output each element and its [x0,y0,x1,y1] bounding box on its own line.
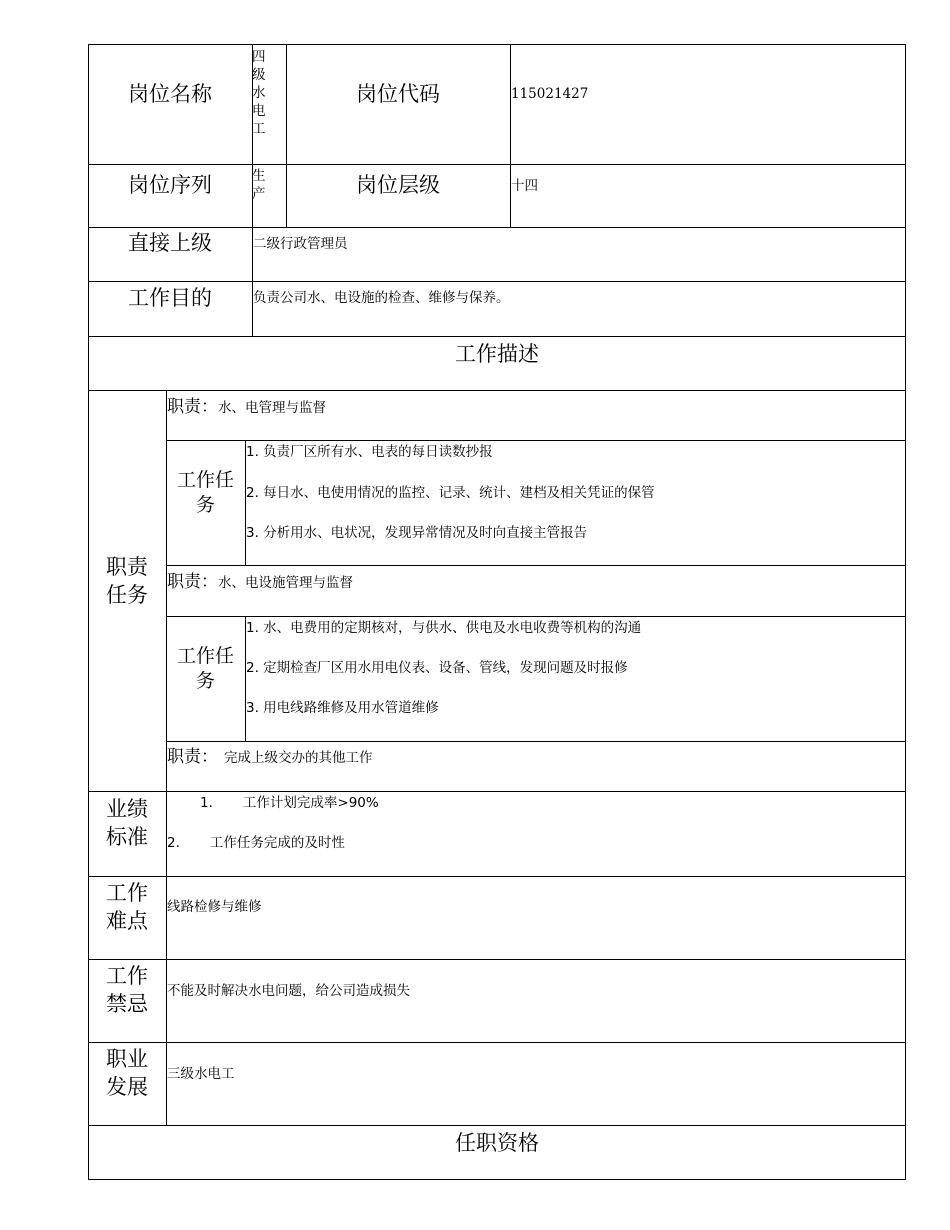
form-border [88,44,906,1180]
task-label [166,468,245,518]
task-item: 2. 定期检查厂区用水用电仪表、设备、管线，发现问题及时报修 [246,660,628,676]
row-divider [88,390,906,391]
task-item: 1. 负责厂区所有水、电表的每日读数抄报 [246,444,493,460]
section-title-work-description: 工作描述 [455,342,539,366]
duty-name: 水、电设施管理与监督 [218,575,353,591]
row-divider [88,876,906,877]
row-divider [166,440,906,441]
task-label-text: 工作任务 [176,469,234,516]
supervisor-value: 二级行政管理员 [253,236,348,252]
purpose-value: 负责公司水、电设施的检查、维修与保养。 [253,290,510,306]
sequence-label: 岗位序列 [128,173,212,197]
performance-label [88,795,166,851]
task-item: 3. 用电线路维修及用水管道维修 [246,700,439,716]
position-name-label: 岗位名称 [128,82,212,106]
row-divider [166,741,906,742]
column-divider [286,44,287,227]
level-label: 岗位层级 [356,173,440,197]
position-name-value: 四级水电工 [252,49,266,137]
row-divider [88,1125,906,1126]
sequence-value: 生产 [252,168,266,202]
performance-item-text: 工作计划完成率>90% [242,795,379,811]
position-code-value: 115021427 [511,86,589,102]
duty-row [167,570,353,595]
purpose-label: 工作目的 [128,286,212,310]
taboo-label [88,962,166,1018]
task-label-text: 工作任务 [176,645,234,692]
task-item: 3. 分析用水、电状况，发现异常情况及时向直接主管报告 [246,525,588,541]
difficulty-value: 线路检修与维修 [167,899,262,915]
level-value: 十四 [511,178,538,194]
taboo-label-text: 工作禁忌 [106,964,148,1016]
position-code-label: 岗位代码 [356,82,440,106]
duty-name: 完成上级交办的其他工作 [224,750,373,766]
career-label-text: 职业发展 [106,1047,148,1099]
row-divider [88,791,906,792]
duty-prefix: 职责： [167,747,218,767]
row-divider [88,281,906,282]
performance-item-text: 工作任务完成的及时性 [209,835,345,851]
performance-item-number: 2. [167,835,180,851]
row-divider [88,227,906,228]
task-item: 2. 每日水、电使用情况的监控、记录、统计、建档及相关凭证的保管 [246,485,655,501]
row-divider [166,616,906,617]
row-divider [88,1042,906,1043]
duty-row [167,395,326,420]
task-item: 1. 水、电费用的定期核对，与供水、供电及水电收费等机构的沟通 [246,620,642,636]
duty-name: 水、电管理与监督 [218,400,326,416]
duty-prefix: 职责： [167,397,218,417]
career-value: 三级水电工 [167,1066,235,1082]
column-divider [510,44,511,227]
task-label [166,644,245,694]
difficulty-label-text: 工作难点 [106,881,148,933]
duties-label-text: 职责任务 [106,555,148,607]
performance-item-number: 1. [200,795,213,811]
row-divider [88,959,906,960]
duties-label [88,553,166,609]
performance-label-text: 业绩标准 [106,797,148,849]
taboo-value: 不能及时解决水电问题，给公司造成损失 [167,983,410,999]
performance-item [200,793,379,813]
difficulty-label [88,879,166,935]
row-divider [88,336,906,337]
supervisor-label: 直接上级 [128,231,212,255]
section-title-qualification: 任职资格 [455,1131,539,1155]
row-divider [166,565,906,566]
row-divider [88,164,906,165]
duty-row [167,745,373,770]
duty-prefix: 职责： [167,572,218,592]
performance-item [167,833,345,853]
career-label [88,1045,166,1101]
